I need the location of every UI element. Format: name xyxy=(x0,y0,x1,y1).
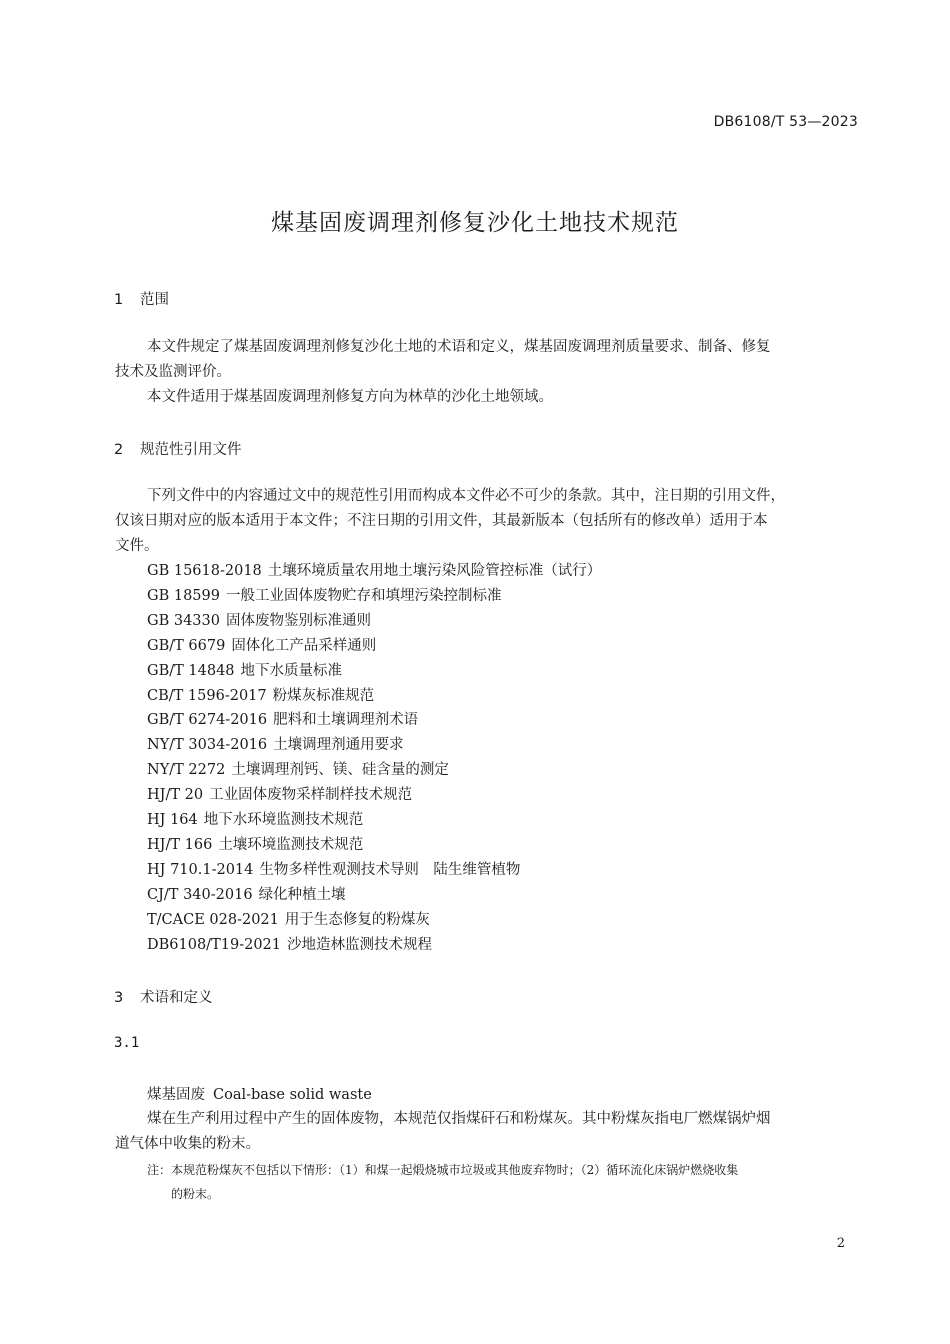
reference-item xyxy=(147,609,601,634)
reference-code: HJ 710.1-2014 xyxy=(147,861,254,878)
term-note xyxy=(147,1158,859,1206)
term-number: 3.1 xyxy=(114,1035,140,1051)
reference-item xyxy=(147,933,601,958)
reference-title: 粉煤灰标准规范 xyxy=(272,687,375,704)
reference-code: GB/T 6274-2016 xyxy=(147,712,268,729)
reference-title: 绿化种植土壤 xyxy=(258,886,346,903)
reference-title: 土壤调理剂钙、镁、硅含量的测定 xyxy=(231,762,449,779)
text-line: 技术及监测评价。 xyxy=(115,364,231,380)
reference-code: CB/T 1596-2017 xyxy=(147,687,267,704)
reference-title: 工业固体废物采样制样技术规范 xyxy=(209,787,413,804)
reference-item xyxy=(147,708,601,733)
text-line: 本文件适用于煤基固废调理剂修复方向为林草的沙化土地领域。 xyxy=(147,389,553,405)
text-line: 本文件规定了煤基固废调理剂修复沙化土地的术语和定义，煤基固废调理剂质量要求、制备、修复 xyxy=(147,339,771,355)
reference-item xyxy=(147,783,601,808)
reference-code: T/CACE 028-2021 xyxy=(147,911,279,928)
section-number: 1 xyxy=(114,292,124,308)
reference-title: 土壤调理剂通用要求 xyxy=(273,737,404,754)
term-definition xyxy=(115,1107,859,1157)
text-line: 下列文件中的内容通过文中的规范性引用而构成本文件必不可少的条款。其中，注日期的引用文件， xyxy=(147,488,785,504)
reference-code: NY/T 2272 xyxy=(147,762,226,779)
reference-code: NY/T 3034-2016 xyxy=(147,737,268,754)
reference-code: HJ/T 166 xyxy=(147,836,213,853)
section-title: 范围 xyxy=(140,292,169,308)
reference-title: 固体化工产品采样通则 xyxy=(231,637,377,654)
reference-code: HJ/T 20 xyxy=(147,787,204,804)
section-title: 规范性引用文件 xyxy=(140,442,242,458)
reference-title: 地下水环境监测技术规范 xyxy=(203,812,364,829)
reference-code: GB 18599 xyxy=(147,587,220,604)
term-entry xyxy=(147,1083,372,1104)
note-text: 本规范粉煤灰不包括以下情形：（1）和煤一起煅烧城市垃圾或其他废弃物时；（2）循环流化床锅炉燃烧收集 xyxy=(171,1163,739,1177)
text-line: 文件。 xyxy=(115,538,159,554)
reference-item xyxy=(147,833,601,858)
note-text: 的粉末。 xyxy=(171,1187,220,1201)
standard-code: DB6108/T 53—2023 xyxy=(713,114,858,130)
document-title: 煤基固废调理剂修复沙化土地技术规范 xyxy=(271,210,679,236)
reference-code: DB6108/T19-2021 xyxy=(147,936,281,953)
reference-code: GB 34330 xyxy=(147,612,220,629)
reference-title: 固体废物鉴别标准通则 xyxy=(225,612,371,629)
section-1-heading xyxy=(114,288,169,309)
section-3-heading xyxy=(114,986,213,1007)
reference-code: GB/T 6679 xyxy=(147,637,226,654)
reference-item xyxy=(147,584,601,609)
term-english: Coal-base solid waste xyxy=(213,1087,372,1103)
text-line: 道气体中收集的粉末。 xyxy=(115,1136,260,1152)
reference-code: GB/T 14848 xyxy=(147,662,235,679)
term-chinese: 煤基固废 xyxy=(147,1087,205,1103)
reference-title: 地下水质量标准 xyxy=(240,662,343,679)
reference-title: 用于生态修复的粉煤灰 xyxy=(284,911,430,928)
reference-item xyxy=(147,733,601,758)
reference-item xyxy=(147,559,601,584)
reference-item xyxy=(147,758,601,783)
reference-title: 土壤环境质量农用地土壤污染风险管控标准（试行） xyxy=(267,563,602,579)
section-number: 3 xyxy=(114,990,124,1006)
reference-item xyxy=(147,908,601,933)
scope-paragraph xyxy=(115,335,859,410)
reference-item xyxy=(147,659,601,684)
reference-title: 肥料和土壤调理剂术语 xyxy=(273,712,419,729)
section-2-heading xyxy=(114,438,242,459)
reference-item xyxy=(147,634,601,659)
reference-title: 沙地造林监测技术规程 xyxy=(287,936,432,953)
reference-code: CJ/T 340-2016 xyxy=(147,886,253,903)
reference-title: 一般工业固体废物贮存和填埋污染控制标准 xyxy=(225,587,502,604)
note-label: 注： xyxy=(147,1163,172,1177)
reference-code: GB 15618-2018 xyxy=(147,563,262,579)
text-line: 煤在生产利用过程中产生的固体废物，本规范仅指煤矸石和粉煤灰。其中粉煤灰指电厂燃煤锅炉烟 xyxy=(147,1111,771,1127)
references-intro xyxy=(115,484,859,559)
reference-title: 生物多样性观测技术导则 陆生维管植物 xyxy=(259,861,521,878)
reference-item xyxy=(147,808,601,833)
page-number: 2 xyxy=(836,1236,845,1251)
reference-item xyxy=(147,883,601,908)
reference-list xyxy=(147,559,601,958)
text-line: 仅该日期对应的版本适用于本文件；不注日期的引用文件，其最新版本（包括所有的修改单）适用于本 xyxy=(115,513,768,529)
reference-item xyxy=(147,684,601,709)
reference-title: 土壤环境监测技术规范 xyxy=(218,836,364,853)
section-number: 2 xyxy=(114,442,124,458)
reference-item xyxy=(147,858,601,883)
section-title: 术语和定义 xyxy=(140,990,213,1006)
reference-code: HJ 164 xyxy=(147,812,198,829)
